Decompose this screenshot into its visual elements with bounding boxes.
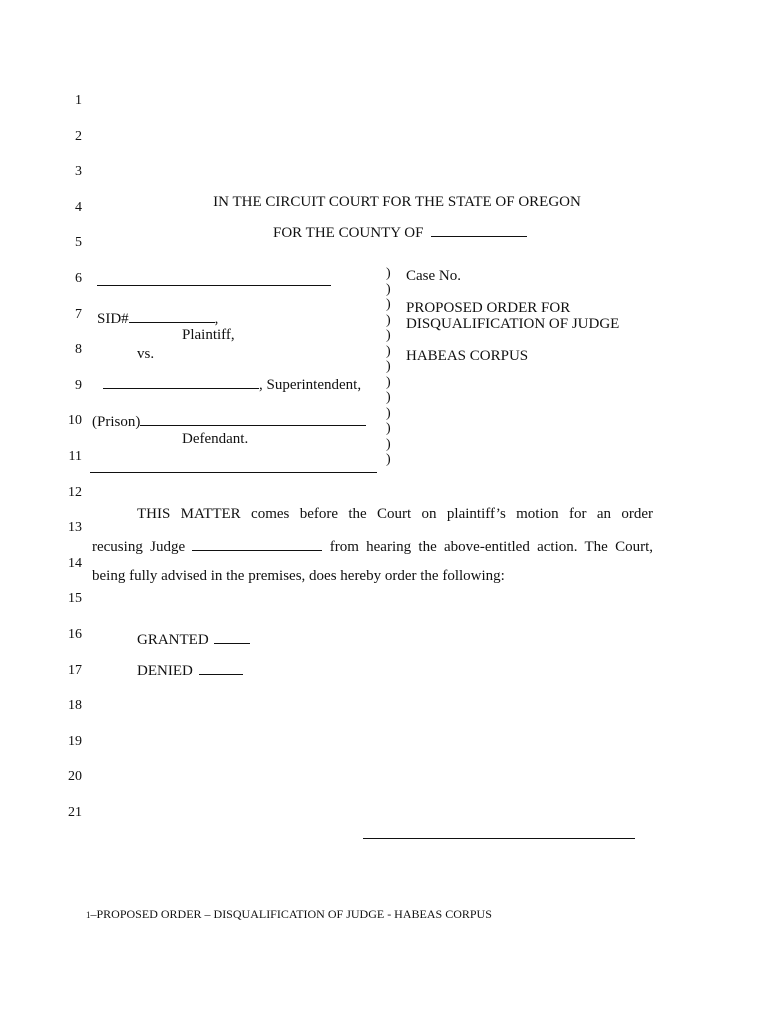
line-number: 1 — [75, 93, 82, 108]
page-footer — [86, 908, 492, 920]
paren: ) — [386, 343, 391, 359]
page-number: 1 — [86, 910, 91, 920]
sid-suffix: , — [214, 311, 219, 327]
plaintiff-name-line — [97, 285, 331, 286]
line-number: 18 — [68, 698, 82, 713]
line-number: 5 — [75, 235, 82, 250]
paren: ) — [386, 312, 391, 328]
line-number: 20 — [68, 769, 82, 784]
paren: ) — [386, 405, 391, 421]
case-number-label: Case No. — [406, 268, 461, 284]
line-number: 19 — [68, 734, 82, 749]
paren: ) — [386, 359, 391, 374]
county-line — [273, 224, 527, 241]
paren: ) — [386, 374, 391, 390]
county-label: FOR THE COUNTY OF — [273, 225, 424, 241]
line-number: 8 — [75, 342, 82, 357]
line-number: 21 — [68, 805, 82, 820]
line-number: 11 — [68, 449, 82, 464]
paren: ) — [386, 266, 391, 281]
line-number: 3 — [75, 164, 82, 179]
defendant-label: Defendant. — [182, 431, 249, 447]
body-paragraph-line2 — [92, 538, 653, 555]
sid-line — [97, 310, 218, 327]
body-paragraph-line1 — [92, 507, 653, 522]
granted-blank — [214, 631, 250, 644]
denied-blank — [199, 662, 243, 675]
body-text: from hearing the above-entitled action. The Court, — [329, 539, 654, 555]
line-number: 16 — [68, 627, 82, 642]
sid-blank — [129, 310, 215, 323]
superintendent-line — [103, 376, 361, 393]
line-number: 10 — [68, 413, 82, 428]
prison-label: (Prison) — [92, 414, 141, 430]
superintendent-blank — [103, 376, 259, 389]
paren: ) — [386, 281, 391, 297]
line-number: 13 — [68, 520, 82, 535]
line-number: 12 — [68, 485, 82, 500]
line-number: 4 — [75, 200, 82, 215]
superintendent-label: , Superintendent, — [259, 377, 362, 393]
versus-label: vs. — [137, 346, 155, 362]
paren: ) — [386, 436, 391, 452]
footer-text: –PROPOSED ORDER – DISQUALIFICATION OF JUDGE - HABEAS CORPUS — [90, 907, 492, 921]
plaintiff-label: Plaintiff, — [182, 327, 235, 343]
line-number: 6 — [75, 271, 82, 286]
judge-signature-line — [363, 838, 635, 839]
line-number: 14 — [68, 556, 82, 571]
prison-line — [92, 413, 366, 430]
court-title: IN THE CIRCUIT COURT FOR THE STATE OF OREGON — [213, 194, 581, 210]
prison-blank — [140, 413, 366, 426]
paren: ) — [386, 452, 391, 467]
paren: ) — [386, 297, 391, 312]
granted-label: GRANTED — [137, 632, 209, 648]
paren: ) — [386, 328, 391, 343]
defendant-name-line — [90, 472, 377, 473]
sid-label: SID# — [97, 311, 129, 327]
line-number: 7 — [75, 307, 82, 322]
paren: ) — [386, 421, 391, 436]
document-title-line1: PROPOSED ORDER FOR — [406, 300, 571, 316]
body-paragraph-line3: being fully advised in the premises, does hereby order the following: — [92, 568, 505, 584]
body-text: THIS MATTER comes before the Court on plaintiff’s motion for an order — [137, 506, 653, 522]
denied-label: DENIED — [137, 663, 193, 679]
line-number: 17 — [68, 663, 82, 678]
paren: ) — [386, 390, 391, 405]
judge-name-blank — [192, 538, 322, 551]
line-number: 15 — [68, 591, 82, 606]
document-title-line2: DISQUALIFICATION OF JUDGE — [406, 316, 620, 332]
caption-parentheses — [386, 266, 396, 468]
denied-option — [137, 662, 243, 679]
line-number: 2 — [75, 129, 82, 144]
line-number: 9 — [75, 378, 82, 393]
county-blank — [431, 224, 527, 237]
body-text: recusing Judge — [92, 539, 186, 555]
granted-option — [137, 631, 250, 648]
document-title-line3: HABEAS CORPUS — [406, 348, 529, 364]
